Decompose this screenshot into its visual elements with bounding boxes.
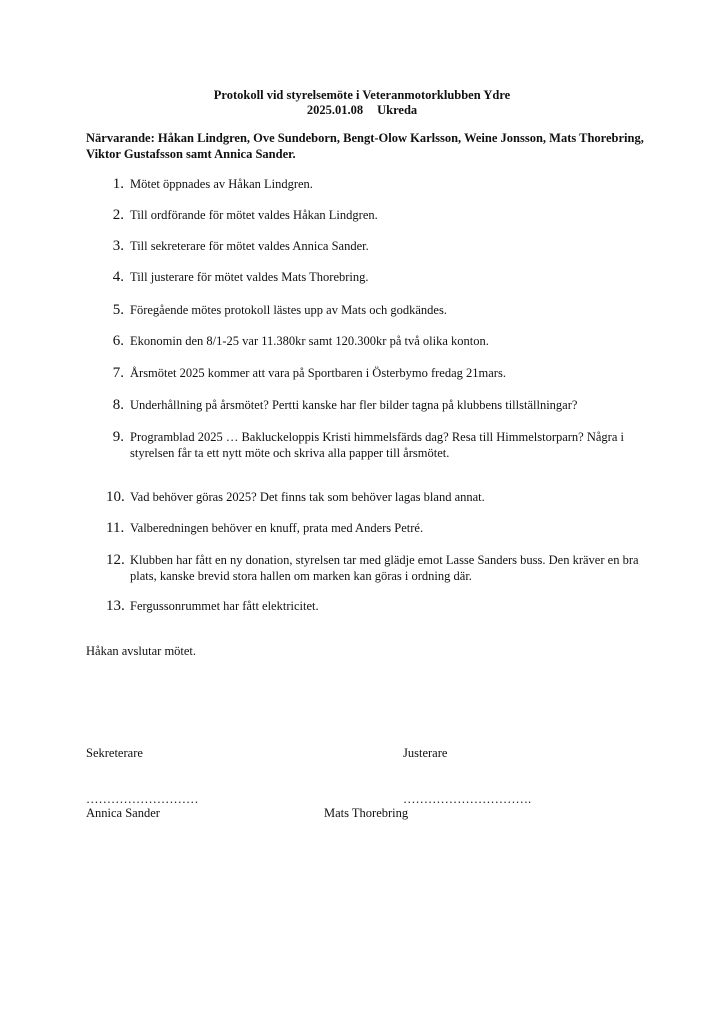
- secretary-name: Annica Sander: [86, 806, 160, 820]
- meeting-location: Ukreda: [377, 103, 418, 117]
- agenda-item-11: [106, 520, 651, 536]
- agenda-item-1: [106, 176, 651, 192]
- agenda-item-10: [106, 489, 651, 505]
- item-number: 2.: [112, 207, 124, 223]
- item-text: Till justerare för mötet valdes Mats Thorebring.: [130, 270, 369, 284]
- item-text: Mötet öppnades av Håkan Lindgren.: [130, 177, 313, 191]
- item-number: 6.: [112, 333, 124, 349]
- item-text: Fergussonrummet har fått elektricitet.: [130, 599, 319, 613]
- item-number: 3.: [112, 238, 124, 254]
- adjuster-name: Mats Thorebring: [324, 806, 409, 820]
- item-text: Programblad 2025 … Bakluckeloppis Kristi himmelsfärds dag? Resa till Himmelstorparn? Några i styrelsen får ta ett nytt möte och skriva alla papper till årsmötet.: [130, 430, 624, 460]
- item-text: Till sekreterare för mötet valdes Annica Sander.: [130, 239, 369, 253]
- item-number: 5.: [112, 302, 124, 318]
- closing-statement: Håkan avslutar mötet.: [86, 644, 197, 658]
- item-text: Valberedningen behöver en knuff, prata med Anders Petré.: [130, 521, 424, 535]
- item-text: Ekonomin den 8/1-25 var 11.380kr samt 120.300kr på två olika konton.: [130, 334, 489, 348]
- document-title: Protokoll vid styrelsemöte i Veteranmotorklubben Ydre: [213, 88, 511, 102]
- agenda-item-9: [106, 429, 651, 461]
- adjuster-label: Justerare: [403, 746, 448, 760]
- item-number: 8.: [112, 397, 124, 413]
- item-number: 11.: [106, 520, 125, 536]
- agenda-item-5: [106, 302, 651, 318]
- item-number: 4.: [112, 269, 124, 285]
- item-text: Föregående mötes protokoll lästes upp av Mats och godkändes.: [130, 303, 447, 317]
- item-number: 9.: [112, 429, 124, 445]
- item-number: 1.: [112, 176, 124, 192]
- item-number: 7.: [112, 365, 124, 381]
- agenda-item-7: [106, 365, 651, 381]
- item-number: 12.: [106, 552, 125, 568]
- item-text: Till ordförande för mötet valdes Håkan Lindgren.: [130, 208, 378, 222]
- agenda-item-4: [106, 269, 651, 285]
- attendees-list: Närvarande: Håkan Lindgren, Ove Sundeborn, Bengt-Olow Karlsson, Weine Jonsson, Mats Thorebring, Viktor Gustafsson samt Annica Sander.: [86, 131, 644, 161]
- secretary-label: Sekreterare: [86, 746, 143, 760]
- agenda-item-3: [106, 238, 651, 254]
- document-date-location: [0, 102, 724, 118]
- agenda-item-2: [106, 207, 651, 223]
- agenda-item-8: [106, 397, 651, 413]
- secretary-signature-line: ………………………: [86, 792, 199, 806]
- agenda-item-6: [106, 333, 651, 349]
- adjuster-signature-line: ………………………….: [403, 792, 532, 806]
- agenda-item-13: [106, 598, 651, 614]
- item-number: 10.: [106, 489, 125, 505]
- agenda-item-12: [106, 552, 651, 584]
- item-text: Underhållning på årsmötet? Pertti kanske har fler bilder tagna på klubbens tillställningar?: [130, 398, 578, 412]
- item-number: 13.: [106, 598, 125, 614]
- meeting-date: 2025.01.08: [306, 103, 364, 117]
- item-text: Vad behöver göras 2025? Det finns tak som behöver lagas bland annat.: [130, 490, 485, 504]
- item-text: Klubben har fått en ny donation, styrelsen tar med glädje emot Lasse Sanders buss. Den kräver en bra plats, kanske brevid stora hallen om marken kan göras i ordning där.: [130, 553, 639, 583]
- item-text: Årsmötet 2025 kommer att vara på Sportbaren i Österbymo fredag 21mars.: [130, 366, 506, 380]
